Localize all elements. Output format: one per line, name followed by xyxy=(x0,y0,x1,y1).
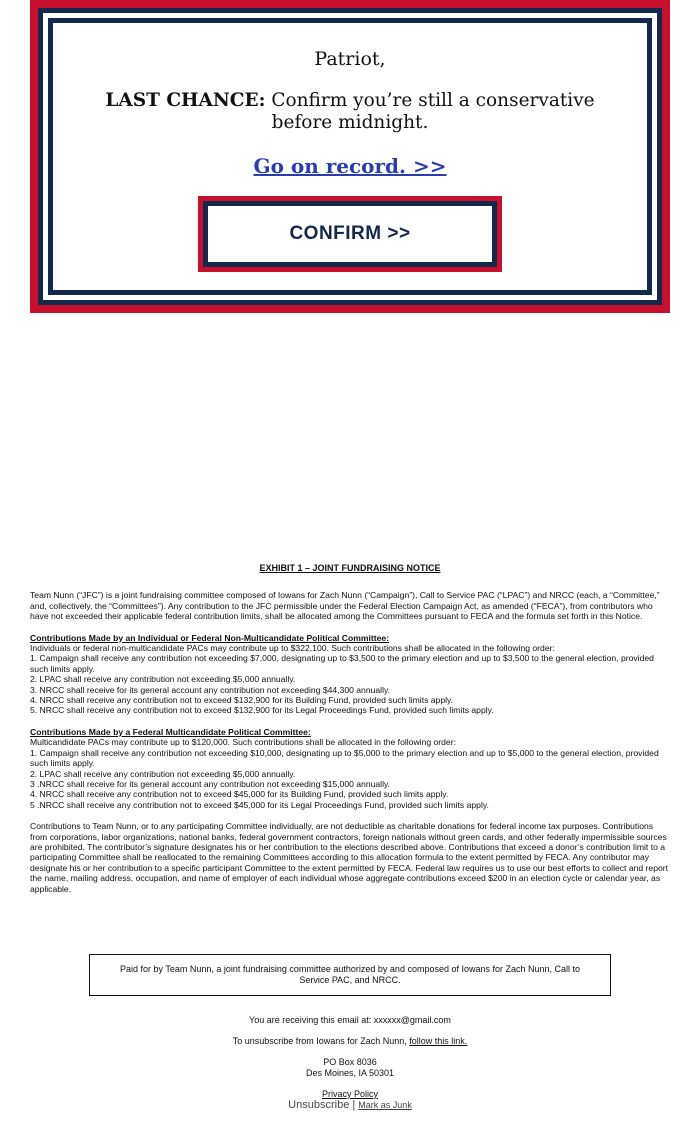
confirm-button-border[interactable] xyxy=(203,201,497,267)
headline-text: Confirm you’re still a conservative before midnight. xyxy=(265,90,595,133)
receiving-prefix: You are receiving this email at: xyxy=(249,1015,374,1025)
unsubscribe-prefix: To unsubscribe from Iowans for Zach Nunn, xyxy=(232,1036,410,1046)
fundraising-notice xyxy=(30,563,670,905)
individual-lead: Individuals or federal non-multicandidate PACs may contribute up to $322,100. Such contributions shall be allocated in the following order: xyxy=(30,643,555,654)
address-line-2: Des Moines, IA 50301 xyxy=(305,1068,395,1078)
multicandidate-section xyxy=(30,727,670,810)
hero-banner xyxy=(30,0,670,313)
unsubscribe-text[interactable]: Unsubscribe xyxy=(288,1099,350,1111)
headline-bold: LAST CHANCE: xyxy=(105,90,266,111)
unsubscribe-line xyxy=(0,1036,700,1047)
hero-border-white xyxy=(43,13,657,300)
paid-for-text: Paid for by Team Nunn, a joint fundraising committee authorized by and composed of Iowans for Zach Nunn, Call to Service PAC, and NRCC. xyxy=(119,964,581,985)
individual-item: 3. NRCC shall receive for its general account any contribution not exceeding $44,300 annually. xyxy=(30,684,391,695)
notice-closing: Contributions to Team Nunn, or to any participating Committee individually, are not deductible as charitable donations for federal income tax purposes. Contributions from corporations, labor organizations, national banks, federal government contractors, foreign nationals without green cards, and other federally impermissible sources are prohibited. The contributor’s signature designates his or her contribution to the elections described above. Contributions that exceed a donor’s contribution limit to a participating Committee shall be reallocated to the remaining Committees according to this allocation formula to the extent permitted by FECA. Any contributor may designate his or her contribution to a specific participant Committee to the extent permitted by FECA. Federal law requires us to use our best efforts to collect and report the name, mailing address, occupation, and name of employer of each individual whose aggregate contributions exceed $200 in an election cycle or calendar year, as applicable. xyxy=(30,821,669,894)
privacy-policy-link[interactable]: Privacy Policy xyxy=(321,1089,378,1099)
multicandidate-heading: Contributions Made by a Federal Multicandidate Political Committee: xyxy=(30,726,311,737)
multicandidate-lead: Multicandidate PACs may contribute up to $120,000. Such contributions shall be allocated in the following order: xyxy=(30,737,456,748)
unsubscribe-row xyxy=(0,1100,700,1111)
paid-for-disclaimer xyxy=(89,954,611,996)
hero-content xyxy=(53,23,647,290)
multicandidate-item: 2. LPAC shall receive any contribution not exceeding $5,000 annually. xyxy=(30,768,296,779)
hero-border-navy xyxy=(38,8,662,305)
multicandidate-item: 5 .NRCC shall receive any contribution not to exceed $45,000 for its Legal Proceedings Fund, provided such limits apply. xyxy=(30,799,489,810)
address-line-1: PO Box 8036 xyxy=(323,1057,377,1067)
individual-item: 4. NRCC shall receive any contribution not to exceed $132,900 for its Building Fund, provided such limits apply. xyxy=(30,695,454,706)
individual-section xyxy=(30,633,670,716)
individual-item: 5. NRCC shall receive any contribution not to exceed $132,900 for its Legal Proceedings Fund, provided such limits apply. xyxy=(30,705,494,716)
headline xyxy=(81,90,619,134)
go-on-record-link[interactable]: Go on record. >> xyxy=(253,154,447,178)
email-footer xyxy=(0,1015,700,1111)
multicandidate-item: 4. NRCC shall receive any contribution not to exceed $45,000 for its Building Fund, provided such limits apply. xyxy=(30,789,449,800)
multicandidate-item: 1. Campaign shall receive any contribution not exceeding $10,000, designating up to $5,000 to the primary election and up to $5,000 to the general election, provided such limits apply. xyxy=(30,747,659,769)
notice-title: EXHIBIT 1 – JOINT FUNDRAISING NOTICE xyxy=(259,563,441,573)
notice-intro: Team Nunn (“JFC”) is a joint fundraising committee composed of Iowans for Zach Nunn (“Campaign”), Call to Service PAC (“LPAC”) and NRCC (each, a “Committee,” and, collectively, the “Committees”). Any contribution to the JFC permissible under the Federal Election Campaign Act, as amended (“FECA”), from contributors who have not exceeded their applicable federal contribution limits, shall be allocated among the Committees pursuant to FECA and the formula set forth in this Notice. xyxy=(30,590,660,622)
receiving-line xyxy=(0,1015,700,1026)
multicandidate-item: 3 .NRCC shall receive for its general account any contribution not exceeding $15,000 annually. xyxy=(30,778,391,789)
hero-border-navy-inner xyxy=(48,18,652,295)
individual-item: 1. Campaign shall receive any contribution not exceeding $7,000, designating up to $3,500 to the primary election and up to $3,500 to the general election, provided such limits apply. xyxy=(30,653,654,674)
confirm-button[interactable] xyxy=(198,196,502,272)
mark-as-junk-link[interactable]: Mark as Junk xyxy=(358,1100,412,1110)
greeting: Patriot, xyxy=(314,48,386,70)
separator: | xyxy=(352,1099,356,1111)
follow-link[interactable]: follow this link. xyxy=(409,1036,468,1046)
confirm-button-label[interactable]: CONFIRM >> xyxy=(208,206,492,262)
recipient-email: xxxxxx@gmail.com xyxy=(373,1015,451,1025)
individual-heading: Contributions Made by an Individual or Federal Non-Multicandidate Political Committee: xyxy=(30,632,390,643)
individual-item: 2. LPAC shall receive any contribution not exceeding $5,000 annually. xyxy=(30,674,296,685)
